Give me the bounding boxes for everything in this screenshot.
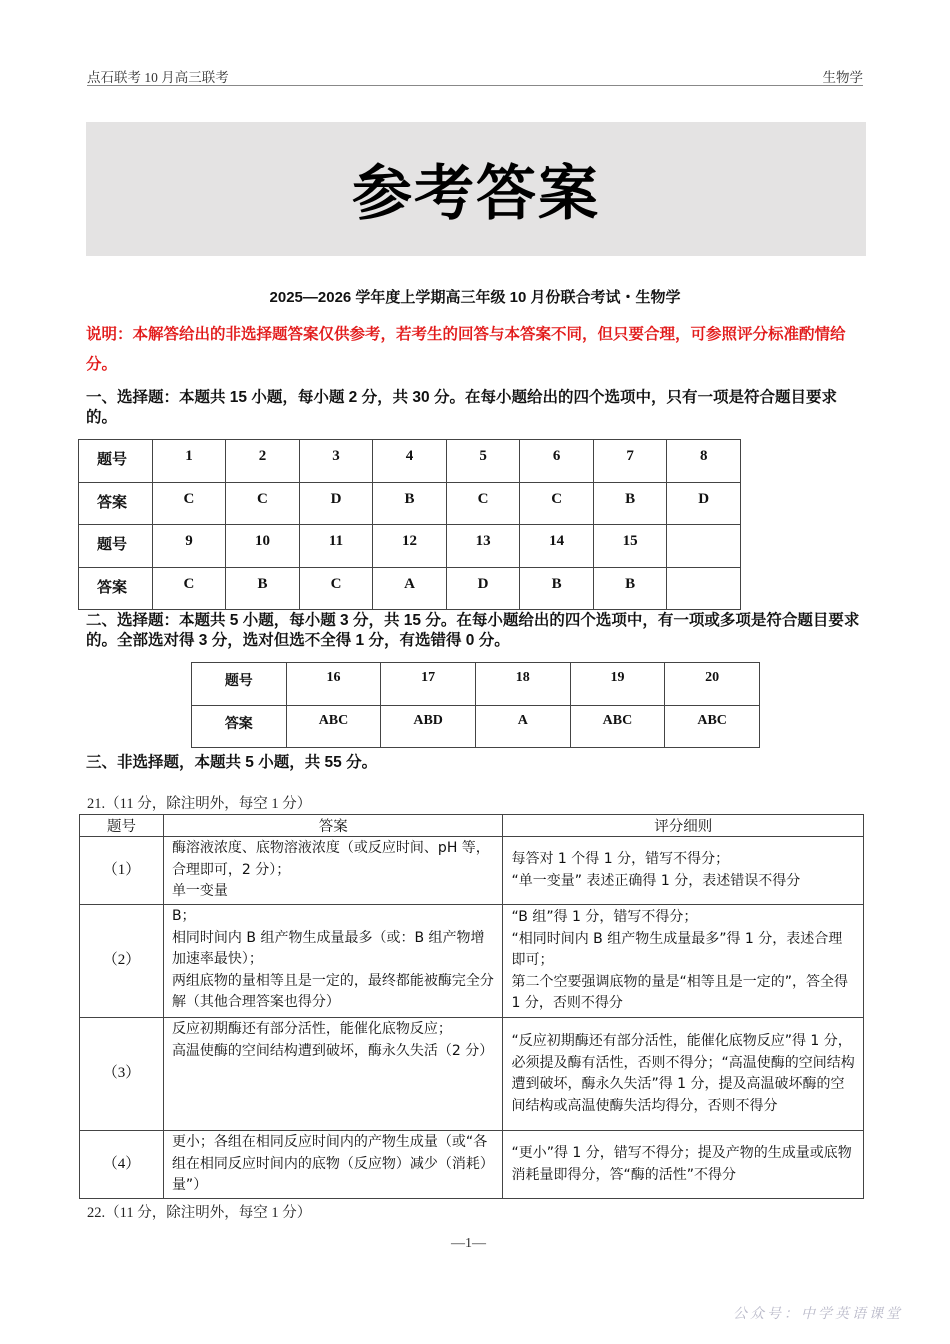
answer-cell <box>667 567 741 610</box>
answer-cell: C <box>299 567 373 610</box>
answer-cell: C <box>446 482 520 525</box>
page-header <box>87 66 863 86</box>
rule-line: “相同时间内 B 组产物生成量最多”得 1 分，表述合理即可； <box>511 930 843 969</box>
table-row <box>79 567 741 610</box>
question-number: 7 <box>593 440 667 483</box>
question-number: 5 <box>446 440 520 483</box>
scoring-rule-cell <box>503 837 864 905</box>
instructions-note: 说明：本解答给出的非选择题答案仅供参考，若考生的回答与本答案不同，但只要合理，可参照评分标准酌情给分。 <box>86 326 846 373</box>
answer-line: 酶溶液浓度、底物溶液浓度（或反应时间、pH 等，合理即可，2 分）； <box>171 840 490 878</box>
answer-cell: B <box>226 567 300 610</box>
row-label: 题号 <box>79 525 153 568</box>
question-number: 2 <box>226 440 300 483</box>
question-number: 3 <box>299 440 373 483</box>
answer-cell: ABC <box>286 705 381 748</box>
section1-title: 一、选择题：本题共 15 小题，每小题 2 分，共 30 分。在每小题给出的四个选项中，只有一项是符合题目要求的。 <box>86 389 837 426</box>
answer-cell: A <box>373 567 447 610</box>
question-number: 20 <box>665 663 760 706</box>
answer-cell: D <box>667 482 741 525</box>
answer-line: 单一变量 <box>171 883 228 899</box>
watermark: 公众号：中学英语课堂 <box>733 1306 903 1322</box>
answer-cell <box>163 1131 503 1199</box>
column-header: 评分细则 <box>503 815 864 837</box>
question-number: 9 <box>152 525 226 568</box>
table-row <box>79 440 741 483</box>
row-label: 题号 <box>79 440 153 483</box>
rule-line: “反应初期酶还有部分活性，能催化底物反应”得 1 分，必须提及酶有活性，否则不得分；“高温使酶的空间结构遭到破坏，酶永久失活”得 1 分，提及高温破坏酶的空间结构或高温使酶失活均得分，否则不得分 <box>511 1033 855 1114</box>
answer-cell: B <box>593 482 667 525</box>
section2-title: 二、选择题：本题共 5 小题，每小题 3 分，共 15 分。在每小题给出的四个选项中，有一项或多项是符合题目要求的。全部选对得 3 分，选对但选不全得 1 分，有选错得 0 分。 <box>86 612 860 649</box>
question-number: 1 <box>152 440 226 483</box>
table-row <box>79 525 741 568</box>
answer-cell: ABC <box>570 705 665 748</box>
question-number: 14 <box>520 525 594 568</box>
table-header-row <box>80 815 864 837</box>
answer-line: 两组底物的量相等且是一定的，最终都能被酶完全分解（其他合理答案也得分） <box>171 972 494 1010</box>
answer-cell: ABC <box>665 705 760 748</box>
question-number: 8 <box>667 440 741 483</box>
answer-line: 相同时间内 B 组产物生成量最多（或：B 组产物增加速率最快）； <box>171 929 485 967</box>
column-header: 答案 <box>163 815 503 837</box>
question-number: 17 <box>381 663 476 706</box>
answer-cell: D <box>446 567 520 610</box>
table-row <box>192 705 760 748</box>
row-label: 题号 <box>192 663 287 706</box>
answer-cell <box>163 837 503 905</box>
question-number <box>667 525 741 568</box>
question-number: 18 <box>475 663 570 706</box>
table-row <box>80 1131 864 1199</box>
question-number: 12 <box>373 525 447 568</box>
row-label: 答案 <box>192 705 287 748</box>
question-21-table <box>79 814 864 1199</box>
answer-cell: D <box>299 482 373 525</box>
rule-line: 第二个空要强调底物的量是“相等且是一定的”，答全得 1 分，否则不得分 <box>511 973 848 1012</box>
answer-cell: C <box>152 482 226 525</box>
section1-answer-table <box>78 439 741 610</box>
question-number: 11 <box>299 525 373 568</box>
scoring-rule-cell <box>503 1018 864 1131</box>
sub-question-number: （2） <box>80 905 164 1018</box>
answer-line: 更小；各组在相同反应时间内的产物生成量（或“各组在相同反应时间内的底物（反应物）减少（消耗）量”） <box>171 1134 494 1193</box>
section3-title: 三、非选择题，本题共 5 小题，共 55 分。 <box>86 754 378 771</box>
question-21-title: 21.（11 分，除注明外，每空 1 分） <box>87 796 312 812</box>
answer-cell: B <box>373 482 447 525</box>
table-row <box>80 837 864 905</box>
column-header: 题号 <box>80 815 164 837</box>
sub-question-number: （3） <box>80 1018 164 1131</box>
rule-line: 每答对 1 个得 1 分，错写不得分； <box>511 851 730 867</box>
sub-question-number: （1） <box>80 837 164 905</box>
rule-line: “B 组”得 1 分，错写不得分； <box>511 909 698 926</box>
question-number: 6 <box>520 440 594 483</box>
answer-cell: C <box>152 567 226 610</box>
row-label: 答案 <box>79 482 153 525</box>
answer-cell: B <box>593 567 667 610</box>
table-row <box>192 663 760 706</box>
scoring-rule-cell <box>503 905 864 1018</box>
rule-line: “单一变量” 表述正确得 1 分，表述错误不得分 <box>511 872 801 889</box>
title-banner <box>86 122 866 256</box>
answer-cell: C <box>520 482 594 525</box>
answer-line: 高温使酶的空间结构遭到破坏，酶永久失活（2 分） <box>171 1042 494 1059</box>
banner-title: 参考答案 <box>352 159 600 229</box>
document-subtitle: 2025—2026 学年度上学期高三年级 10 月份联合考试・生物学 <box>269 289 681 306</box>
sub-question-number: （4） <box>80 1131 164 1199</box>
answer-line: B； <box>171 908 196 924</box>
answer-line: 反应初期酶还有部分活性，能催化底物反应； <box>171 1021 452 1037</box>
answer-cell: B <box>520 567 594 610</box>
subject-name: 生物学 <box>822 70 863 85</box>
scoring-rule-cell <box>503 1131 864 1199</box>
page-number: —1— <box>451 1236 486 1251</box>
exam-name: 点石联考 10 月高三联考 <box>87 70 229 85</box>
question-number: 19 <box>570 663 665 706</box>
question-number: 4 <box>373 440 447 483</box>
answer-cell <box>163 1018 503 1131</box>
rule-line: “更小”得 1 分，错写不得分；提及产物的生成量或底物消耗量即得分，答“酶的活性”不得分 <box>511 1145 852 1183</box>
question-22-title: 22.（11 分，除注明外，每空 1 分） <box>87 1205 312 1221</box>
answer-cell: ABD <box>381 705 476 748</box>
question-number: 10 <box>226 525 300 568</box>
row-label: 答案 <box>79 567 153 610</box>
table-row <box>80 1018 864 1131</box>
question-number: 13 <box>446 525 520 568</box>
table-row <box>80 905 864 1018</box>
question-number: 15 <box>593 525 667 568</box>
table-row <box>79 482 741 525</box>
answer-cell: A <box>475 705 570 748</box>
answer-cell: C <box>226 482 300 525</box>
question-number: 16 <box>286 663 381 706</box>
section2-answer-table <box>191 662 760 748</box>
answer-cell <box>163 905 503 1018</box>
